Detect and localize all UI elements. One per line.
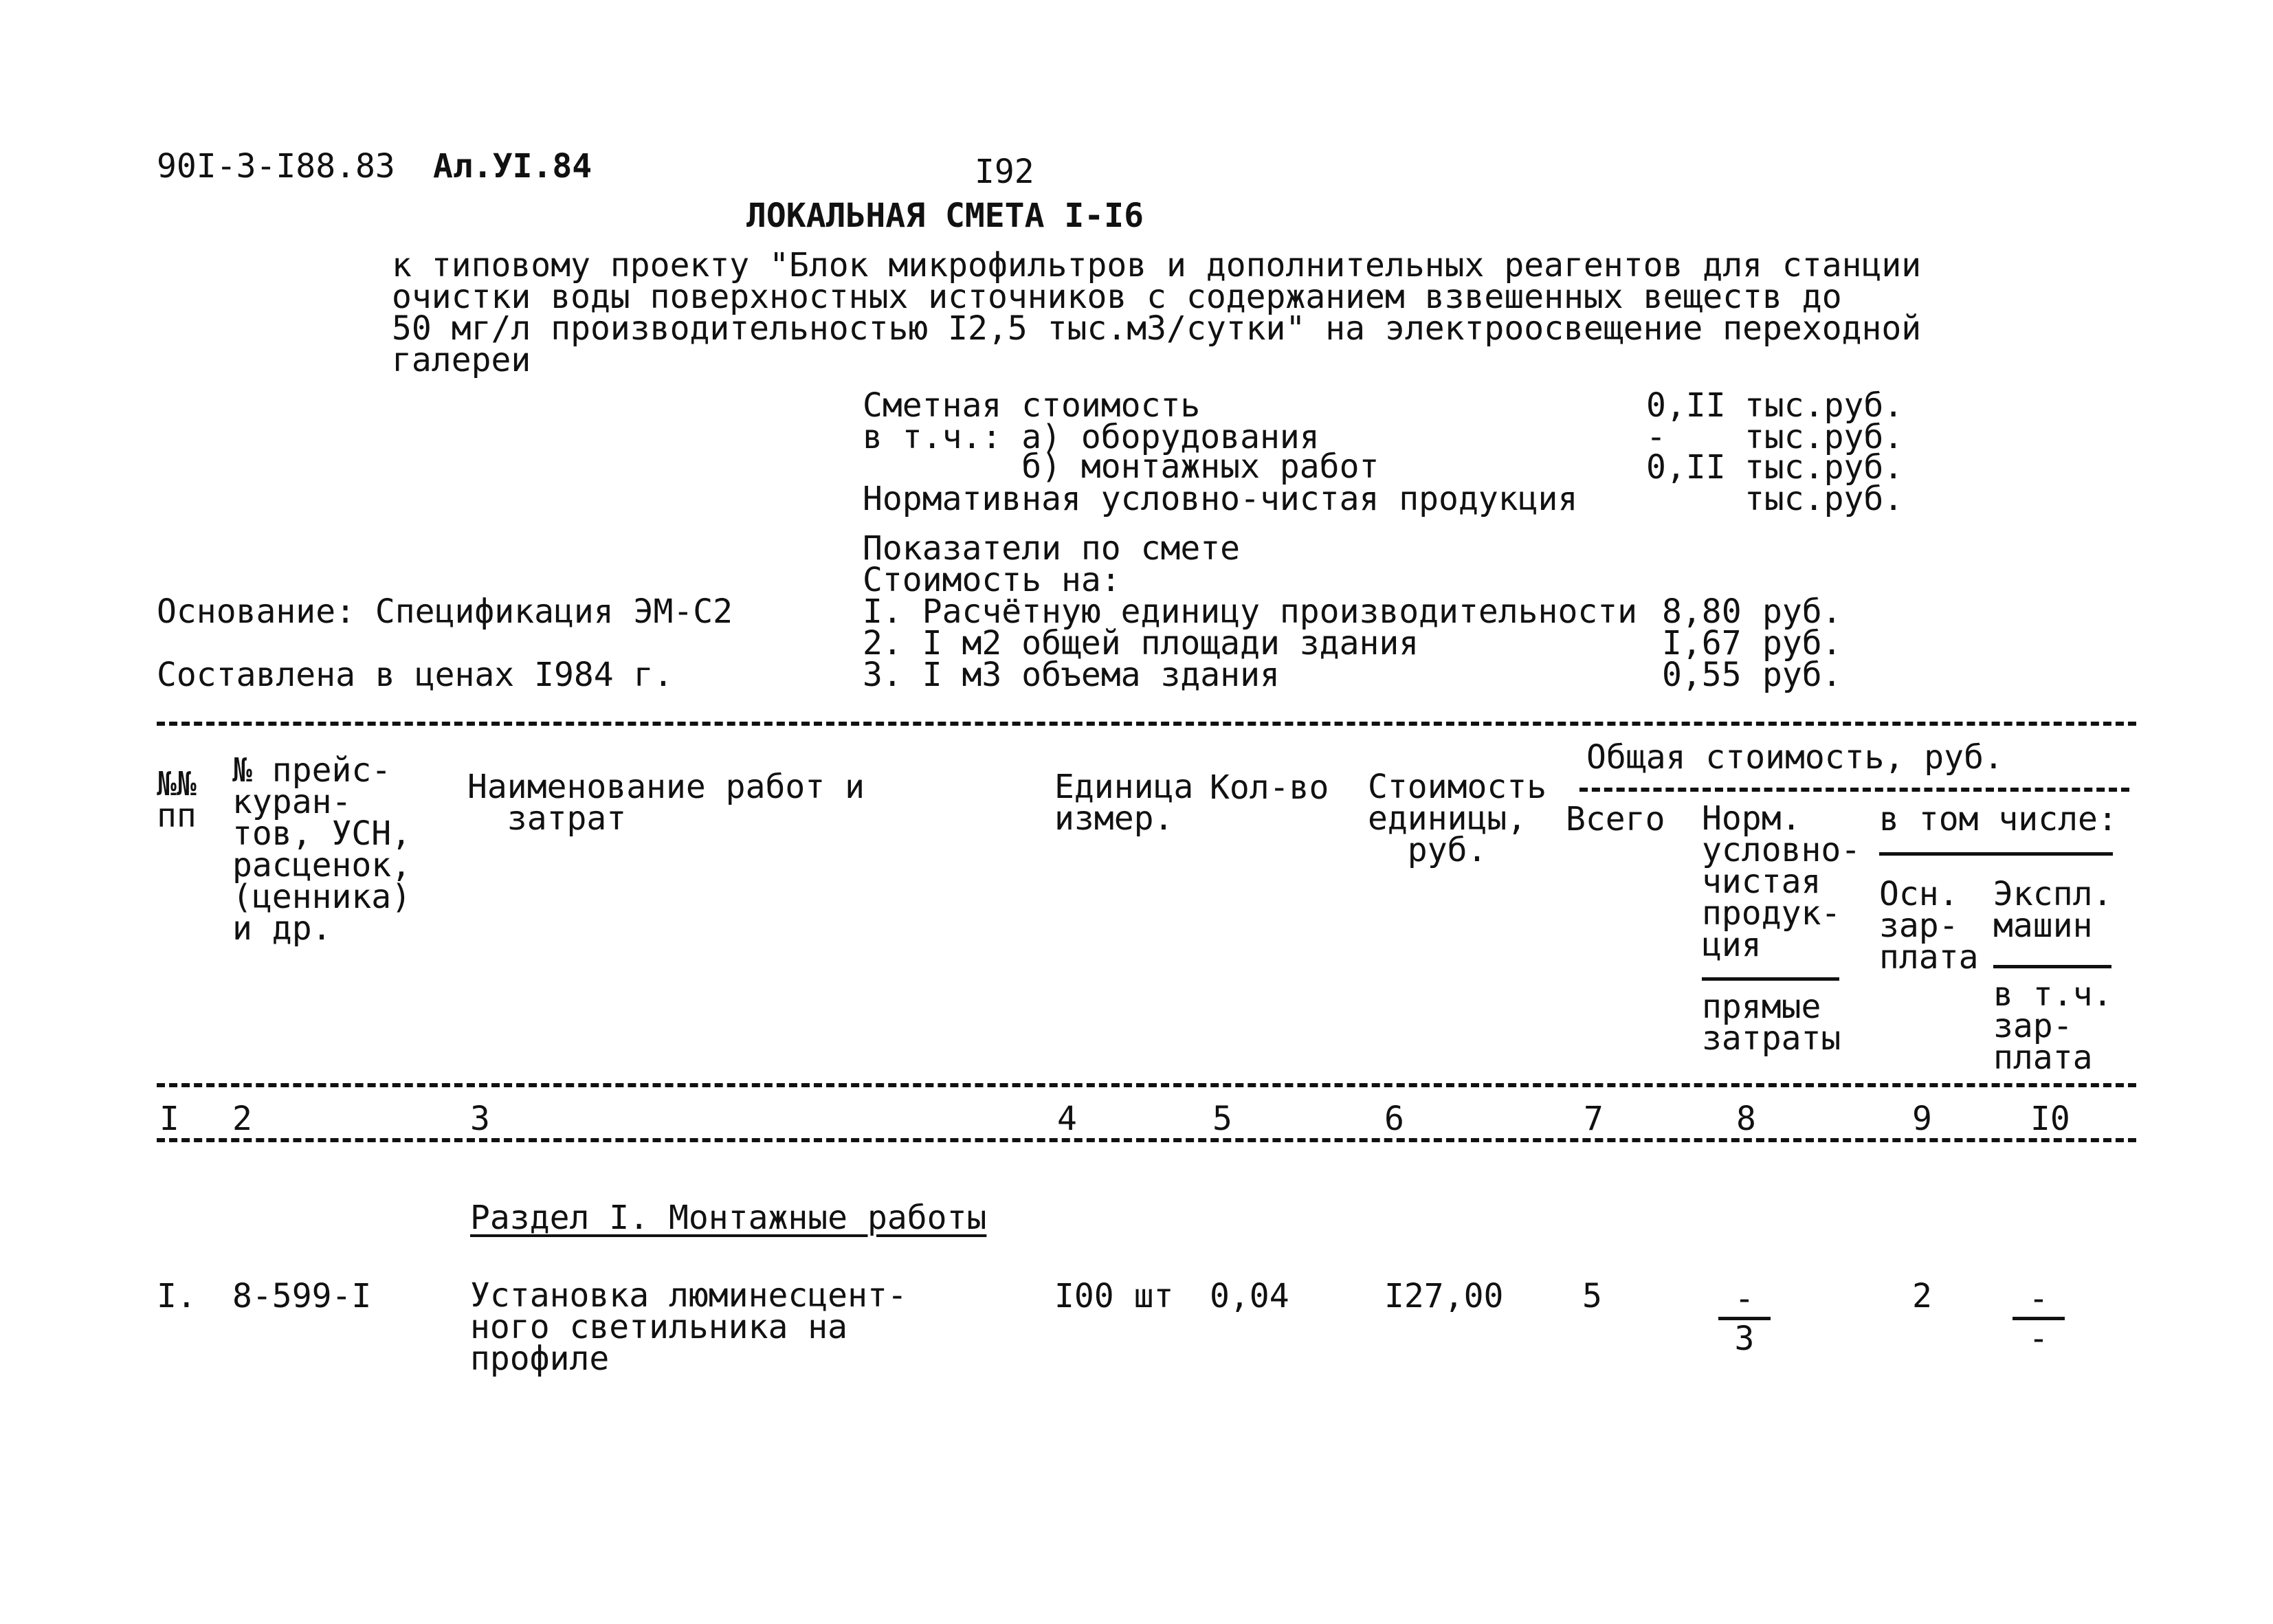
indicator-label: I. Расчётную единицу производительности (863, 592, 1638, 631)
cost-summary-label: в т.ч.: а) оборудования (863, 418, 1320, 456)
row-machine-cost: - (2028, 1280, 2049, 1318)
cost-summary-label: Сметная стоимость (863, 386, 1201, 425)
row-quantity: 0,04 (1210, 1277, 1289, 1315)
section-title: Раздел I. Монтажные работы (470, 1199, 987, 1237)
description-line: к типовому проекту "Блок микрофильтров и дополнительных реагентов для станции (392, 246, 1922, 285)
column-number: 8 (1736, 1100, 1756, 1138)
row-price-code: 8-599-I (232, 1277, 372, 1315)
indicators-title: Показатели по смете (863, 529, 1241, 568)
column-number: I0 (2030, 1100, 2070, 1138)
row-base-wage: 2 (1912, 1277, 1932, 1315)
col-header-machine-wage: в т.ч. зар- плата (1993, 975, 2113, 1077)
row-number: I. (157, 1277, 197, 1315)
col-header-total-group: Общая стоимость, руб. (1586, 738, 2004, 777)
indicator-unit: руб. (1762, 656, 1842, 694)
col-header-work-name: Наименование работ и затрат (467, 768, 865, 838)
col-header-direct-costs: прямые затраты (1702, 988, 1841, 1058)
row-total: 5 (1582, 1277, 1602, 1315)
table-top-rule (157, 722, 2136, 726)
cost-summary-unit: тыс.руб. (1744, 448, 1904, 487)
column-numbers-top-rule (157, 1083, 2136, 1087)
indicator-value: 0,55 (1662, 656, 1742, 694)
indicator-unit: руб. (1762, 624, 1842, 663)
indicator-value: 8,80 (1662, 592, 1742, 631)
col-header-including-group: в том числе: (1879, 800, 2118, 838)
column-number: 9 (1912, 1100, 1932, 1138)
col-header-ncp: Норм. условно- чистая продук- ция (1702, 799, 1861, 964)
col-header-total: Всего (1566, 800, 1665, 838)
cost-summary-unit: тыс.руб. (1744, 386, 1904, 425)
cost-summary-label: б) монтажных работ (863, 447, 1379, 486)
col-header-base-wage: Осн. зар- плата (1879, 875, 1979, 977)
column-number: 4 (1057, 1100, 1077, 1138)
ncp-divider (1702, 977, 1839, 981)
machine-cost-divider (1993, 965, 2111, 968)
col-header-price-ref: № прейс- куран- тов, УСН, расценок, (ценника) и др. (232, 751, 412, 948)
indicators-subtitle: Стоимость на: (863, 561, 1121, 599)
basis-text: Основание: Спецификация ЭМ-С2 (157, 592, 733, 631)
col-header-number: №№ пп (157, 765, 197, 835)
description-line: очистки воды поверхностных источников с содержанием взвешенных веществ до (392, 278, 1842, 316)
col-header-quantity: Кол-во (1210, 768, 1329, 807)
document-title: ЛОКАЛЬНАЯ СМЕТА I-I6 (746, 197, 1144, 235)
col-header-unit-cost: Стоимость единицы, руб. (1368, 768, 1547, 869)
row-unit: I00 шт (1054, 1277, 1174, 1315)
indicator-unit: руб. (1762, 592, 1842, 631)
indicator-label: 3. I м3 объема здания (863, 656, 1280, 694)
prices-text: Составлена в ценах I984 г. (157, 656, 674, 694)
col-header-machine-cost: Экспл. машин (1993, 875, 2113, 945)
document-code: 90I-3-I88.83 (157, 147, 395, 186)
cost-summary-value: 0,II (1646, 448, 1726, 487)
total-group-rule (1579, 788, 2129, 792)
row-ncp: - (1734, 1280, 1755, 1318)
row-direct-costs: 3 (1734, 1320, 1755, 1358)
description-line: галереи (392, 341, 531, 379)
row-work-name: Установка люминесцент- ного светильника на профиле (470, 1276, 907, 1378)
column-number: I (159, 1100, 179, 1138)
column-number: 7 (1584, 1100, 1604, 1138)
album-number: Ал.УI.84 (433, 147, 592, 186)
cost-summary-unit: тыс.руб. (1744, 480, 1904, 518)
description-line: 50 мг/л производительностью I2,5 тыс.м3/сутки" на электроосвещение переходной (392, 309, 1922, 348)
col-header-unit: Единица измер. (1054, 768, 1194, 838)
column-numbers-bottom-rule (157, 1138, 2136, 1142)
column-number: 5 (1212, 1100, 1232, 1138)
indicator-label: 2. I м2 общей площади здания (863, 624, 1419, 663)
including-group-rule (1879, 852, 2113, 856)
cost-summary-unit: тыс.руб. (1744, 418, 1904, 456)
cost-summary-label: Нормативная условно-чистая продукция (863, 480, 1578, 518)
row-unit-cost: I27,00 (1384, 1277, 1504, 1315)
column-number: 2 (232, 1100, 252, 1138)
column-number: 6 (1384, 1100, 1404, 1138)
row-machine-wage: - (2028, 1320, 2049, 1358)
indicator-value: I,67 (1662, 624, 1742, 663)
cost-summary-value: 0,II (1646, 386, 1726, 425)
page-number: I92 (975, 153, 1034, 191)
cost-summary-value: - (1646, 418, 1666, 456)
column-number: 3 (470, 1100, 490, 1138)
